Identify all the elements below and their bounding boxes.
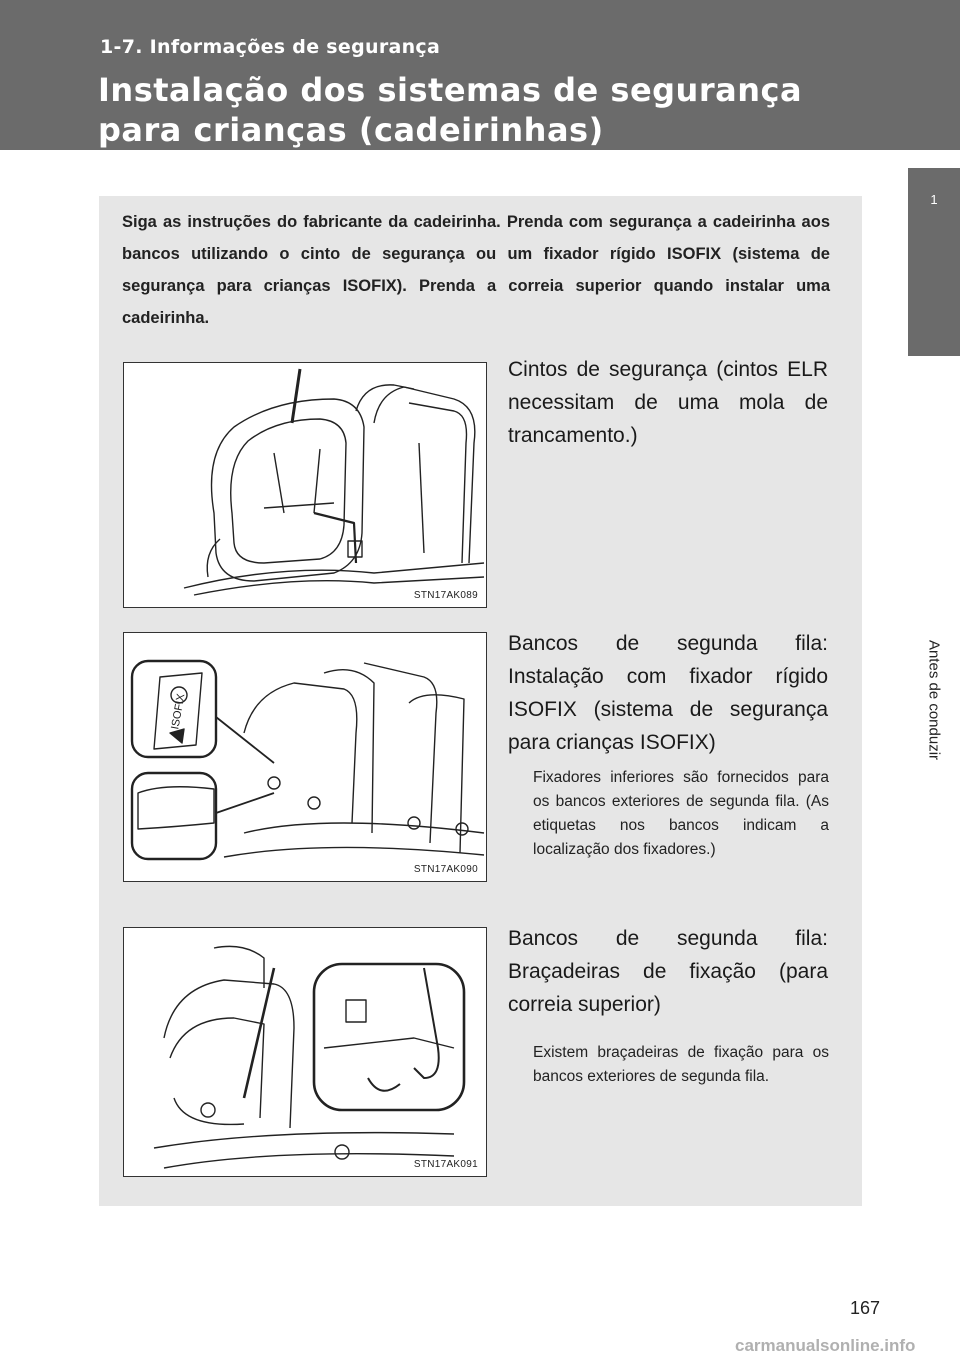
figure-id: STN17AK091	[413, 1159, 478, 1170]
chapter-tab[interactable]	[908, 168, 960, 356]
section-note-isofix: Fixadores inferiores são fornecidos para os bancos exteriores de segunda fila. (As etiquetas nos bancos indicam a localização dos fixadores.)	[533, 769, 829, 858]
chapter-number: 1	[930, 192, 938, 207]
isofix-label: ISOFIX	[169, 692, 188, 731]
section-heading-isofix: Bancos de segunda fila: Instalação com fixador rígido ISOFIX (sistema de segurança para crianças ISOFIX)	[508, 632, 828, 754]
chapter-label-text: Antes de conduzir	[925, 639, 943, 761]
figure-id: STN17AK090	[413, 864, 478, 875]
page-number: 167	[850, 1298, 881, 1318]
figure-id: STN17AK089	[413, 590, 478, 601]
isofix-illustration	[124, 633, 487, 882]
section-heading-tether: Bancos de segunda fila: Braçadeiras de fixação (para correia superior)	[508, 927, 828, 1016]
page-header	[0, 0, 960, 150]
section-heading-seatbelt: Cintos de segurança (cintos ELR necessitam de uma mola de trancamento.)	[508, 358, 828, 447]
page-title: Instalação dos sistemas de segurança para crianças (cadeirinhas)	[98, 71, 803, 149]
child-seat-illustration	[124, 363, 487, 608]
figure-tether-install	[123, 927, 487, 1177]
intro-text: Siga as instruções do fabricante da cadeirinha. Prenda com segurança a cadeirinha aos bancos utilizando o cinto de segurança ou um fixador rígido ISOFIX (sistema de segurança para crianças ISOFIX). Prenda a correia superior quando instalar uma cadeirinha.	[122, 213, 830, 327]
figure-seatbelt-install	[123, 362, 487, 608]
tether-anchor-illustration	[124, 928, 487, 1177]
section-note-tether: Existem braçadeiras de fixação para os bancos exteriores de segunda fila.	[533, 1044, 829, 1085]
figure-isofix-install	[123, 632, 487, 882]
watermark: carmanualsonline.info	[735, 1336, 916, 1355]
section-label: 1-7. Informações de segurança	[100, 36, 441, 58]
